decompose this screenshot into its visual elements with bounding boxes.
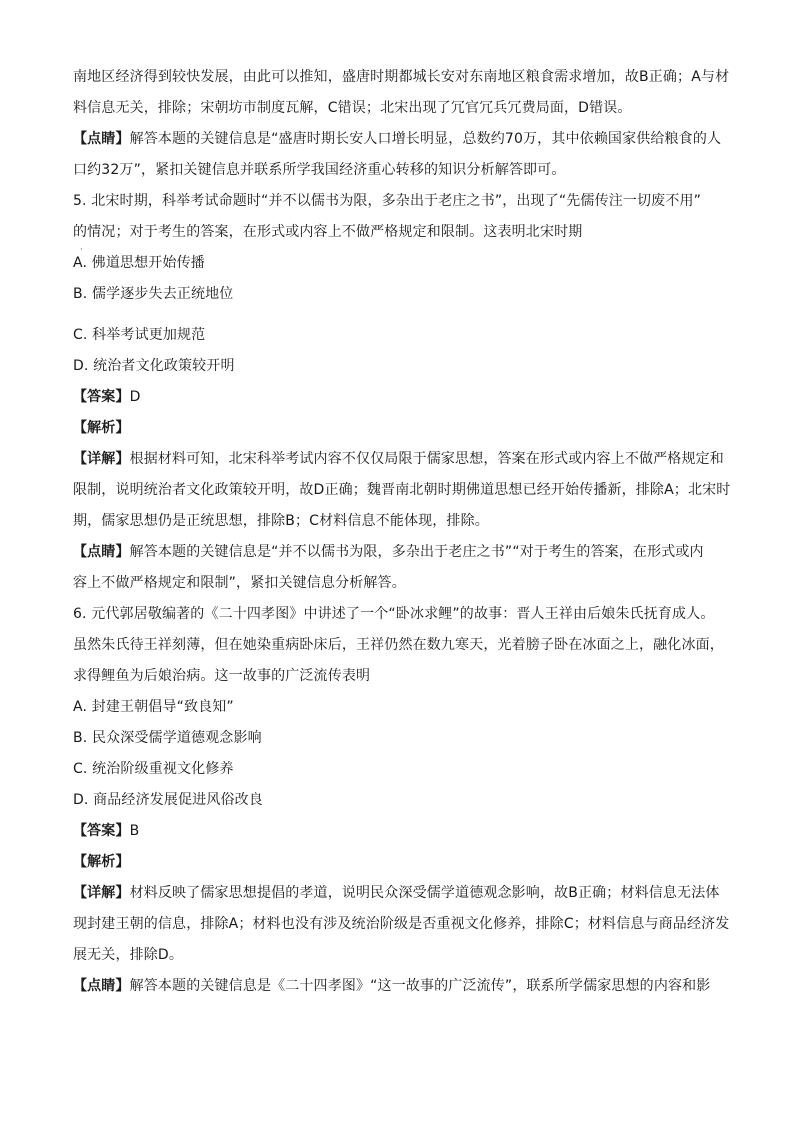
line-text: 现封建王朝的信息，排除A；材料也没有涉及统治阶级是否重视文化修养，排除C；材料信息与商品经济发 — [73, 916, 730, 932]
text-line — [73, 630, 723, 661]
text-line — [73, 785, 723, 816]
text-line — [73, 692, 723, 723]
section-tag: 【详解】 — [73, 885, 130, 901]
text-line — [73, 599, 723, 630]
line-text: B — [129, 823, 140, 839]
section-tag: 【答案】 — [73, 389, 130, 405]
line-text: D. 商品经济发展促进风俗改良 — [73, 792, 263, 808]
line-text: 料信息无关，排除；宋朝坊市制度瓦解，C错误；北宋出现了冗官冗兵冗费局面，D错误。 — [73, 100, 632, 116]
line-text: 限制，说明统治者文化政策较开明，故D正确；魏晋南北朝时期佛道思想已经开始传播新，排除A；北宋时 — [73, 482, 731, 498]
text-line — [73, 186, 723, 217]
text-line — [73, 62, 730, 93]
text-line — [73, 155, 723, 186]
text-line — [73, 351, 723, 382]
section-tag: 【答案】 — [73, 823, 130, 839]
section-tag: 【点睛】 — [73, 978, 130, 994]
section-tag: 【解析】 — [73, 854, 130, 870]
line-text: 解答本题的关键信息是“盛唐时期长安人口增长明显，总数约70万，其中依赖国家供给粮食的人 — [129, 131, 722, 147]
line-text: A. 佛道思想开始传播 — [73, 255, 205, 271]
section-tag: 【点睛】 — [73, 544, 130, 560]
line-text: 口约32万”，紧扣关键信息并联系所学我国经济重心转移的知识分析解答即可。 — [73, 162, 566, 178]
section-tag: 【详解】 — [73, 451, 130, 467]
line-text: A. 封建王朝倡导“致良知” — [73, 699, 234, 715]
text-line — [73, 248, 723, 279]
text-line — [73, 847, 723, 878]
line-text: D. 统治者文化政策较开明 — [73, 358, 235, 374]
text-line — [73, 940, 723, 971]
text-line — [73, 568, 723, 599]
text-line — [73, 661, 723, 692]
line-text: 的情况；对于考生的答案，在形式或内容上不做严格规定和限制。这表明北宋时期 — [73, 224, 583, 240]
text-line — [73, 754, 723, 785]
text-line — [73, 506, 723, 537]
line-text: B. 儒学逐步失去正统地位 — [73, 286, 234, 302]
line-text: D — [129, 389, 141, 405]
text-line — [73, 279, 723, 310]
line-text: 期，儒家思想仍是正统思想，排除B；C材料信息不能体现，排除。 — [73, 513, 489, 529]
line-text: C. 统治阶级重视文化修养 — [73, 761, 234, 777]
line-text: C. 科举考试更加规范 — [73, 327, 206, 343]
text-line — [73, 816, 723, 847]
line-text: 展无关，排除D。 — [73, 947, 183, 963]
section-tag: 【点睛】 — [73, 131, 130, 147]
text-line — [73, 971, 723, 1002]
document-page — [73, 62, 731, 1002]
stray-dot: · — [80, 245, 83, 255]
text-line — [73, 537, 723, 568]
line-text: 解答本题的关键信息是《二十四孝图》“这一故事的广泛流传”，联系所学儒家思想的内容和影 — [129, 978, 711, 994]
text-line — [73, 444, 723, 475]
text-line — [73, 320, 723, 351]
line-text: 南地区经济得到较快发展，由此可以推知，盛唐时期都城长安对东南地区粮食需求增加，故B正确；A与材 — [73, 69, 730, 85]
paragraph-gap — [73, 310, 723, 320]
text-line — [73, 382, 723, 413]
text-line — [73, 475, 731, 506]
text-line — [73, 93, 723, 124]
line-text: 材料反映了儒家思想提倡的孝道，说明民众深受儒学道德观念影响，故B正确；材料信息无法体 — [129, 885, 720, 901]
text-line — [73, 413, 723, 444]
line-text: B. 民众深受儒学道德观念影响 — [73, 730, 262, 746]
line-text: 6. 元代郭居敬编著的《二十四孝图》中讲述了一个“卧冰求鲤”的故事：晋人王祥由后娘朱氏抚育成人。 — [73, 606, 715, 622]
line-text: 5. 北宋时期，科举考试命题时“并不以儒书为限，多杂出于老庄之书”，出现了“先儒传注一切废不用” — [73, 193, 702, 209]
text-line — [73, 909, 730, 940]
text-line — [73, 124, 723, 155]
text-line — [73, 217, 723, 248]
line-text: 容上不做严格规定和限制”，紧扣关键信息分析解答。 — [73, 575, 406, 591]
line-text: 虽然朱氏待王祥刻薄，但在她染重病卧床后，王祥仍然在数九寒天，光着膀子卧在冰面之上，融化冰面， — [73, 637, 724, 653]
text-line — [73, 723, 723, 754]
text-line — [73, 878, 723, 909]
line-text: 解答本题的关键信息是“并不以儒书为限，多杂出于老庄之书”“对于考生的答案，在形式或内 — [129, 544, 704, 560]
line-text: 求得鲤鱼为后娘治病。这一故事的广泛流传表明 — [73, 668, 371, 684]
line-text: 根据材料可知，北宋科举考试内容不仅仅局限于儒家思想，答案在形式或内容上不做严格规定和 — [129, 451, 724, 467]
section-tag: 【解析】 — [73, 420, 130, 436]
